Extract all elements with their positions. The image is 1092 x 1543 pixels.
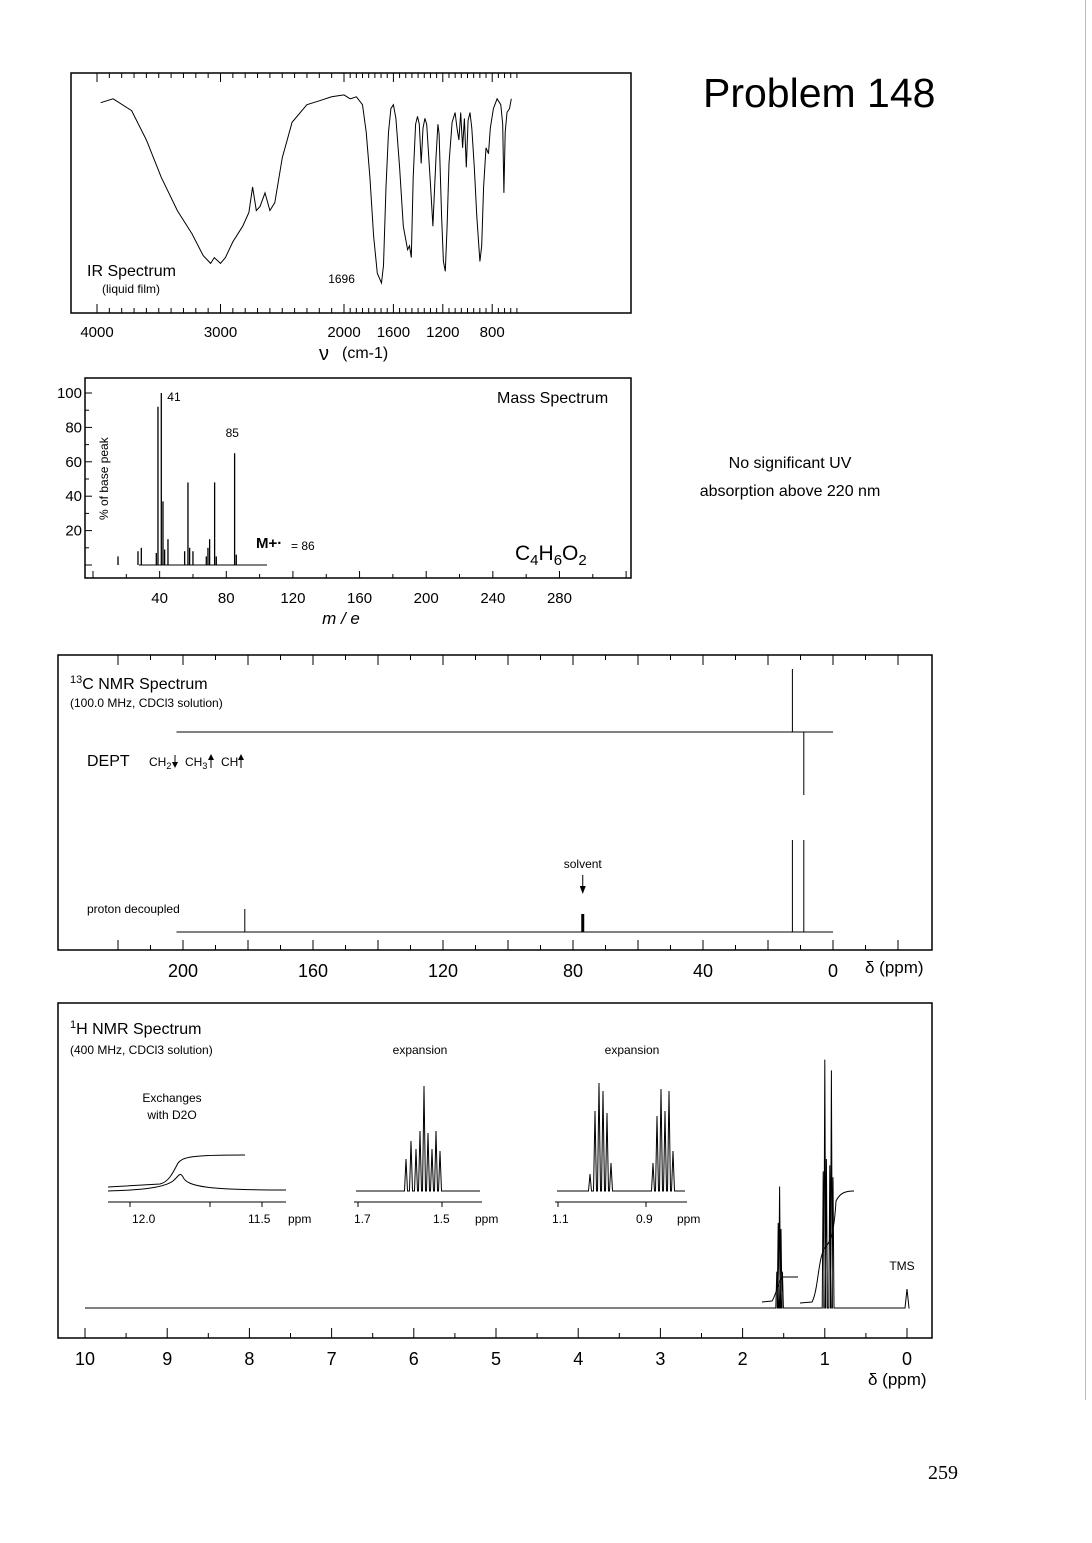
h1-trace <box>85 1060 910 1308</box>
formula-n2: 6 <box>553 552 563 569</box>
ms-m-ion-value: = 86 <box>291 539 315 553</box>
inset-exchange-label-2: with D2O <box>147 1108 197 1122</box>
c13-tick-label: 0 <box>827 961 839 981</box>
dept-item: $CH_2$ <box>149 755 172 771</box>
h1-tick-label: 0 <box>901 1349 913 1369</box>
ir-x-axis-label <box>319 343 388 365</box>
ir-tick-label: 800 <box>479 324 505 341</box>
arrow-up-icon <box>208 754 214 760</box>
c13-tick-label: 40 <box>692 961 714 981</box>
h1-tick-label: 5 <box>490 1349 502 1369</box>
ms-x-tick-labels <box>151 590 572 607</box>
h1-tick-label: 2 <box>737 1349 748 1369</box>
uv-note <box>690 450 890 506</box>
formula-o: O <box>562 542 579 565</box>
h1-tick-label: 4 <box>573 1349 584 1369</box>
c13-dept-trace <box>177 669 834 795</box>
c13-title <box>70 674 208 693</box>
arrow-up-icon <box>238 754 244 760</box>
ms-peak-labels <box>167 390 239 440</box>
c13-solvent-peak <box>581 914 584 932</box>
ir-title: IR Spectrum <box>87 263 176 280</box>
c13-nmr-chart <box>50 645 942 990</box>
c13-ticks <box>118 655 898 950</box>
h1-tick-label: 3 <box>655 1349 666 1369</box>
ms-formula <box>515 542 587 569</box>
h1-tick-label: 6 <box>408 1349 419 1369</box>
ms-x-tick-label: 160 <box>347 590 373 607</box>
ms-y-tick-label: 40 <box>65 488 82 506</box>
solvent-arrow-head <box>580 886 586 894</box>
ms-y-tick-labels <box>57 385 82 540</box>
inset-expansion-2-unit: ppm <box>677 1212 701 1226</box>
ir-trace <box>101 95 512 283</box>
uv-note-line-2: absorption above 220 nm <box>699 483 881 500</box>
inset-expansion-1-unit: ppm <box>475 1212 499 1226</box>
inset-exchange-integral <box>108 1155 245 1187</box>
ms-peak-label: 85 <box>225 426 239 441</box>
formula-n1: 4 <box>530 552 539 569</box>
ms-x-tick-label: 240 <box>480 590 506 607</box>
inset-expansion-1-tick-label-2: 1.5 <box>433 1212 450 1226</box>
h1-ticks <box>85 1328 907 1338</box>
h1-nmr-chart <box>50 995 942 1395</box>
ms-ylabel: % of base peak <box>97 437 111 520</box>
ir-tick-label: 3000 <box>203 324 238 341</box>
c13-tick-label: 200 <box>167 961 199 981</box>
ms-y-tick-label: 60 <box>65 453 82 471</box>
inset-expansion-2-tick-label-1: 1.1 <box>552 1212 569 1226</box>
ir-subtitle: (liquid film) <box>102 282 161 296</box>
ms-y-tick-label: 20 <box>65 522 82 540</box>
inset-exchange-label: Exchanges <box>142 1091 202 1105</box>
c13-tick-label: 120 <box>427 961 459 981</box>
inset-exchange-tick-label-2: 11.5 <box>248 1212 271 1226</box>
c13-decoupled-trace <box>177 840 834 932</box>
arrow-down-icon <box>172 762 178 768</box>
ms-m-ion-label: M+· <box>256 535 283 552</box>
page-number: 259 <box>928 1462 958 1484</box>
ms-x-tick-label: 120 <box>280 590 306 607</box>
c13-tick-label: 80 <box>562 961 584 981</box>
c13-tick-label: 160 <box>297 961 329 981</box>
ms-xlabel: m / e <box>322 609 360 628</box>
ms-title: Mass Spectrum <box>497 390 609 407</box>
inset-exchange-unit: ppm <box>288 1212 312 1226</box>
solvent-arrow-icon <box>580 875 586 894</box>
h1-tick-label: 10 <box>74 1349 96 1369</box>
ir-tick-label: 1600 <box>376 324 411 341</box>
ms-x-tick-label: 40 <box>151 590 168 607</box>
inset-exchange-tick-label-1: 12.0 <box>132 1212 156 1226</box>
h1-tick-label: 8 <box>244 1349 255 1369</box>
h1-title-sup: 1 <box>70 1019 77 1031</box>
solvent-label: solvent <box>563 857 602 871</box>
c13-title-text: C NMR Spectrum <box>82 676 208 693</box>
inset-expansion-2-trace <box>557 1083 685 1191</box>
ms-y-tick-label: 100 <box>56 385 82 402</box>
ms-peak-label: 41 <box>167 390 181 404</box>
ir-tick-label: 1200 <box>426 324 460 341</box>
inset-exchange-peak <box>108 1174 286 1191</box>
inset-expansion-2-label: expansion <box>604 1043 660 1057</box>
ms-x-tick-label: 280 <box>546 590 572 607</box>
ir-tick-labels <box>80 324 504 341</box>
dept-label: DEPT <box>87 753 130 770</box>
formula-n3: 2 <box>578 552 587 569</box>
problem-title: Problem 148 <box>703 70 936 116</box>
h1-tick-label: 9 <box>162 1349 173 1369</box>
dept-item: $CH_3$ <box>185 755 208 771</box>
ir-nu-symbol: ν <box>319 343 329 365</box>
c13-conditions: (100.0 MHz, CDCl3 solution) <box>70 696 223 710</box>
ir-tick-label: 4000 <box>80 324 114 341</box>
ms-x-tick-label: 200 <box>413 590 439 607</box>
ir-annotation-1696: 1696 <box>328 272 355 286</box>
ms-molecular-ion <box>256 535 315 553</box>
proton-decoupled-label: proton decoupled <box>87 902 180 916</box>
c13-xlabel: δ (ppm) <box>865 958 924 977</box>
c13-title-sup: 13 <box>70 674 83 686</box>
inset-expansion-1 <box>354 1043 498 1226</box>
h1-conditions: (400 MHz, CDCl3 solution) <box>70 1043 213 1057</box>
inset-expansion-1-trace <box>356 1086 480 1191</box>
uv-note-line-1: No significant UV <box>728 455 852 472</box>
h1-tick-label: 1 <box>819 1349 830 1369</box>
dept-legend <box>149 754 244 771</box>
h1-title <box>70 1019 201 1038</box>
ir-spectrum-chart <box>60 65 650 370</box>
page-edge-line <box>1085 0 1086 1400</box>
ms-x-tick-label: 80 <box>217 590 235 607</box>
inset-expansion-2-tick-label-2: 0.9 <box>636 1212 653 1226</box>
tms-label: TMS <box>889 1259 915 1273</box>
ir-unit-label: (cm-1) <box>342 345 389 362</box>
formula-c: C <box>515 542 531 565</box>
formula-h: H <box>538 542 554 565</box>
ir-tick-label: 2000 <box>327 324 361 341</box>
mass-spectrum-chart <box>45 370 645 635</box>
ms-y-tick-label: 80 <box>65 419 82 437</box>
inset-exchange <box>108 1091 311 1226</box>
h1-tick-labels <box>75 1349 912 1369</box>
c13-tick-labels <box>168 961 838 981</box>
inset-expansion-2 <box>552 1043 700 1226</box>
h1-title-text: H NMR Spectrum <box>76 1021 202 1038</box>
inset-expansion-1-tick-label-1: 1.7 <box>354 1212 371 1226</box>
h1-xlabel: δ (ppm) <box>868 1370 927 1389</box>
ms-peaks <box>118 393 236 565</box>
h1-tick-label: 7 <box>326 1349 337 1369</box>
inset-expansion-1-label: expansion <box>392 1043 448 1057</box>
dept-item: CH <box>221 755 239 769</box>
